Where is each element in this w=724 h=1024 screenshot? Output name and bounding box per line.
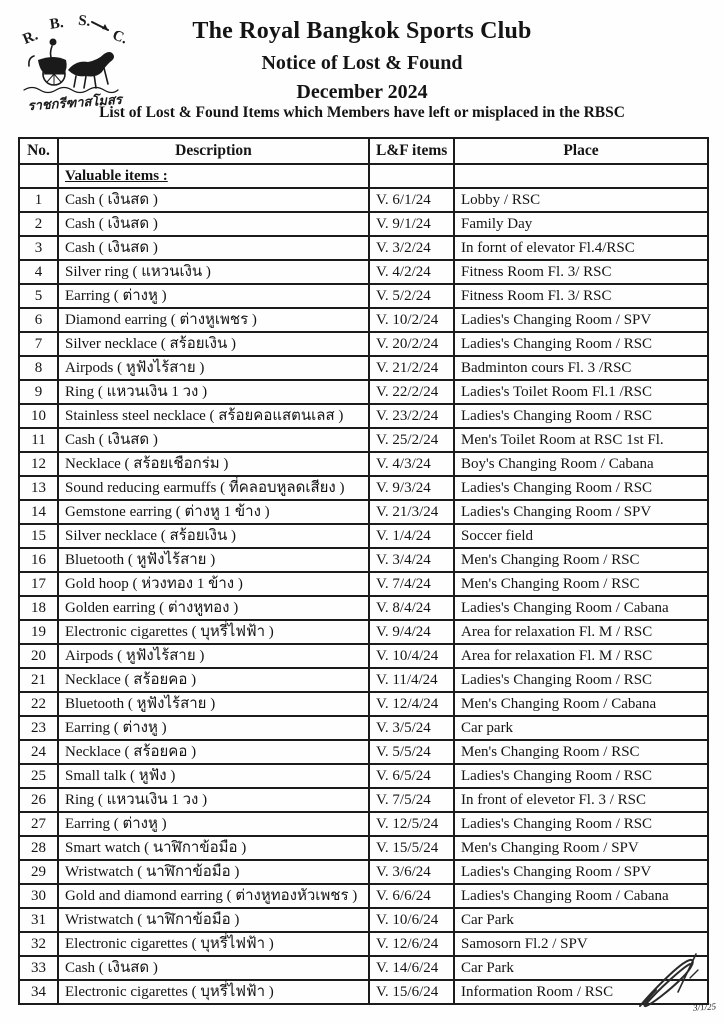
cell-description: Earring ( ต่างหู ) [58, 716, 369, 740]
svg-text:S.: S. [77, 12, 92, 30]
cell-lf-item: V. 6/6/24 [369, 884, 454, 908]
cell-place: Men's Changing Room / Cabana [454, 692, 708, 716]
cell-description: Airpods ( หูฟังไร้สาย ) [58, 644, 369, 668]
cell-no: 27 [19, 812, 58, 836]
cell-lf-item: V. 23/2/24 [369, 404, 454, 428]
cell-no: 17 [19, 572, 58, 596]
cell-lf-item: V. 10/2/24 [369, 308, 454, 332]
cell-description: Bluetooth ( หูฟังไร้สาย ) [58, 548, 369, 572]
cell-description: Valuable items : [58, 164, 369, 188]
cell-description: Wristwatch ( นาฬิกาข้อมือ ) [58, 860, 369, 884]
cell-place: Ladies's Changing Room / RSC [454, 764, 708, 788]
cell-place: Fitness Room Fl. 3/ RSC [454, 260, 708, 284]
table-row [19, 188, 708, 212]
cell-place: In front of elevetor Fl. 3 / RSC [454, 788, 708, 812]
cell-lf-item: V. 21/2/24 [369, 356, 454, 380]
cell-no [19, 164, 58, 188]
table-row [19, 956, 708, 980]
cell-lf-item: V. 3/5/24 [369, 716, 454, 740]
cell-no: 2 [19, 212, 58, 236]
cell-no: 31 [19, 908, 58, 932]
cell-place: Lobby / RSC [454, 188, 708, 212]
cell-description: Wristwatch ( นาฬิกาข้อมือ ) [58, 908, 369, 932]
cell-lf-item: V. 11/4/24 [369, 668, 454, 692]
cell-lf-item: V. 25/2/24 [369, 428, 454, 452]
cell-place: Ladies's Changing Room / SPV [454, 500, 708, 524]
cell-lf-item: V. 15/5/24 [369, 836, 454, 860]
svg-text:C.: C. [110, 27, 130, 48]
cell-place: Ladies's Changing Room / RSC [454, 476, 708, 500]
cell-lf-item: V. 20/2/24 [369, 332, 454, 356]
notice-month: December 2024 [296, 81, 428, 103]
table-row [19, 500, 708, 524]
cell-description: Necklace ( สร้อยคอ ) [58, 668, 369, 692]
cell-lf-item: V. 3/6/24 [369, 860, 454, 884]
cell-no: 16 [19, 548, 58, 572]
cell-no: 23 [19, 716, 58, 740]
table-row [19, 740, 708, 764]
cell-description: Ring ( แหวนเงิน 1 วง ) [58, 788, 369, 812]
cell-description: Electronic cigarettes ( บุหรี่ไฟฟ้า ) [58, 980, 369, 1004]
cell-place: Soccer field [454, 524, 708, 548]
cell-description: Gold hoop ( ห่วงทอง 1 ข้าง ) [58, 572, 369, 596]
cell-no: 6 [19, 308, 58, 332]
cell-lf-item: V. 22/2/24 [369, 380, 454, 404]
table-row [19, 260, 708, 284]
cell-place: Men's Changing Room / RSC [454, 548, 708, 572]
table-row [19, 788, 708, 812]
logo-thai-text: ราชกรีฑาสโมสร [27, 91, 123, 114]
cell-description: Silver necklace ( สร้อยเงิน ) [58, 332, 369, 356]
cell-place: Ladies's Changing Room / RSC [454, 404, 708, 428]
cell-lf-item: V. 12/4/24 [369, 692, 454, 716]
cell-lf-item: V. 9/1/24 [369, 212, 454, 236]
cell-description: Airpods ( หูฟังไร้สาย ) [58, 356, 369, 380]
cell-place: Men's Changing Room / RSC [454, 740, 708, 764]
cell-lf-item: V. 3/2/24 [369, 236, 454, 260]
cell-lf-item: V. 7/4/24 [369, 572, 454, 596]
cell-place: Car Park [454, 908, 708, 932]
lost-and-found-table [18, 137, 709, 1005]
cell-place: Ladies's Changing Room / SPV [454, 860, 708, 884]
table-row [19, 428, 708, 452]
table-row [19, 764, 708, 788]
table-row [19, 236, 708, 260]
signature-date: 3/1/25 [692, 1001, 717, 1013]
cell-no: 12 [19, 452, 58, 476]
cell-lf-item: V. 7/5/24 [369, 788, 454, 812]
cell-lf-item: V. 12/6/24 [369, 932, 454, 956]
cell-description: Necklace ( สร้อยคอ ) [58, 740, 369, 764]
cell-lf-item: V. 5/2/24 [369, 284, 454, 308]
column-header-lf-items: L&F items [369, 138, 454, 164]
cell-no: 13 [19, 476, 58, 500]
table-row [19, 668, 708, 692]
svg-text:B.: B. [48, 15, 65, 33]
page-title: The Royal Bangkok Sports Club [192, 18, 532, 44]
cell-no: 30 [19, 884, 58, 908]
cell-no: 4 [19, 260, 58, 284]
cell-place: Ladies's Toilet Room Fl.1 /RSC [454, 380, 708, 404]
cell-no: 26 [19, 788, 58, 812]
table-row [19, 476, 708, 500]
cell-no: 20 [19, 644, 58, 668]
table-row [19, 524, 708, 548]
cell-place: Information Room / RSC [454, 980, 708, 1004]
cell-description: Gemstone earring ( ต่างหู 1 ข้าง ) [58, 500, 369, 524]
cell-place: Car Park [454, 956, 708, 980]
cell-place: Samosorn Fl.2 / SPV [454, 932, 708, 956]
notice-tagline: List of Lost & Found Items which Members have left or misplaced in the RBSC [99, 104, 625, 121]
column-header-description: Description [58, 138, 369, 164]
table-row [19, 908, 708, 932]
document-header [0, 18, 724, 104]
table-row [19, 884, 708, 908]
cell-lf-item [369, 164, 454, 188]
cell-lf-item: V. 21/3/24 [369, 500, 454, 524]
cell-no: 8 [19, 356, 58, 380]
cell-lf-item: V. 1/4/24 [369, 524, 454, 548]
cell-place: Fitness Room Fl. 3/ RSC [454, 284, 708, 308]
cell-description: Cash ( เงินสด ) [58, 236, 369, 260]
cell-lf-item: V. 5/5/24 [369, 740, 454, 764]
cell-place: Ladies's Changing Room / RSC [454, 812, 708, 836]
cell-no: 18 [19, 596, 58, 620]
table-row [19, 572, 708, 596]
column-header-place: Place [454, 138, 708, 164]
cell-description: Cash ( เงินสด ) [58, 188, 369, 212]
cell-no: 9 [19, 380, 58, 404]
cell-description: Electronic cigarettes ( บุหรี่ไฟฟ้า ) [58, 620, 369, 644]
table-row [19, 596, 708, 620]
notice-title: Notice of Lost & Found [261, 52, 463, 74]
cell-description: Earring ( ต่างหู ) [58, 284, 369, 308]
cell-description: Cash ( เงินสด ) [58, 956, 369, 980]
table-row [19, 812, 708, 836]
cell-no: 11 [19, 428, 58, 452]
cell-lf-item: V. 9/4/24 [369, 620, 454, 644]
cell-no: 3 [19, 236, 58, 260]
cell-place: Men's Toilet Room at RSC 1st Fl. [454, 428, 708, 452]
cell-place: Ladies's Changing Room / RSC [454, 332, 708, 356]
table-row [19, 692, 708, 716]
cell-description: Cash ( เงินสด ) [58, 428, 369, 452]
cell-place: Men's Changing Room / SPV [454, 836, 708, 860]
table-row [19, 980, 708, 1004]
cell-no: 34 [19, 980, 58, 1004]
cell-place [454, 164, 708, 188]
cell-lf-item: V. 14/6/24 [369, 956, 454, 980]
table-row [19, 548, 708, 572]
cell-description: Sound reducing earmuffs ( ที่คลอบหูลดเสียง ) [58, 476, 369, 500]
table-row [19, 932, 708, 956]
cell-no: 28 [19, 836, 58, 860]
cell-description: Cash ( เงินสด ) [58, 212, 369, 236]
table-row [19, 332, 708, 356]
cell-lf-item: V. 10/6/24 [369, 908, 454, 932]
cell-description: Ring ( แหวนเงิน 1 วง ) [58, 380, 369, 404]
cell-place: Area for relaxation Fl. M / RSC [454, 644, 708, 668]
cell-no: 33 [19, 956, 58, 980]
cell-description: Necklace ( สร้อยเชือกร่ม ) [58, 452, 369, 476]
cell-description: Golden earring ( ต่างหูทอง ) [58, 596, 369, 620]
cell-lf-item: V. 4/2/24 [369, 260, 454, 284]
cell-no: 10 [19, 404, 58, 428]
cell-lf-item: V. 6/1/24 [369, 188, 454, 212]
cell-no: 24 [19, 740, 58, 764]
cell-description: Electronic cigarettes ( บุหรี่ไฟฟ้า ) [58, 932, 369, 956]
table-row [19, 308, 708, 332]
cell-no: 5 [19, 284, 58, 308]
cell-description: Smart watch ( นาฬิกาข้อมือ ) [58, 836, 369, 860]
cell-lf-item: V. 3/4/24 [369, 548, 454, 572]
cell-no: 7 [19, 332, 58, 356]
svg-text:R.: R. [20, 27, 41, 48]
table-row [19, 836, 708, 860]
cell-lf-item: V. 9/3/24 [369, 476, 454, 500]
cell-place: Area for relaxation Fl. M / RSC [454, 620, 708, 644]
table-row [19, 716, 708, 740]
cell-description: Bluetooth ( หูฟังไร้สาย ) [58, 692, 369, 716]
cell-no: 22 [19, 692, 58, 716]
cell-lf-item: V. 4/3/24 [369, 452, 454, 476]
cell-place: Ladies's Changing Room / Cabana [454, 596, 708, 620]
cell-place: Badminton cours Fl. 3 /RSC [454, 356, 708, 380]
cell-place: Men's Changing Room / RSC [454, 572, 708, 596]
cell-no: 32 [19, 932, 58, 956]
cell-no: 21 [19, 668, 58, 692]
cell-lf-item: V. 12/5/24 [369, 812, 454, 836]
table-row [19, 284, 708, 308]
cell-description: Small talk ( หูฟัง ) [58, 764, 369, 788]
table-row [19, 644, 708, 668]
cell-place: Ladies's Changing Room / SPV [454, 308, 708, 332]
table-row [19, 164, 708, 188]
table-row [19, 620, 708, 644]
table-row [19, 356, 708, 380]
cell-place: Ladies's Changing Room / RSC [454, 668, 708, 692]
cell-place: In fornt of elevator Fl.4/RSC [454, 236, 708, 260]
cell-description: Diamond earring ( ต่างหูเพชร ) [58, 308, 369, 332]
table-header-row [19, 138, 708, 164]
cell-place: Car park [454, 716, 708, 740]
cell-description: Stainless steel necklace ( สร้อยคอแสตนเลส ) [58, 404, 369, 428]
cell-no: 14 [19, 500, 58, 524]
table-row [19, 404, 708, 428]
cell-description: Silver ring ( แหวนเงิน ) [58, 260, 369, 284]
cell-place: Boy's Changing Room / Cabana [454, 452, 708, 476]
table-row [19, 860, 708, 884]
cell-place: Family Day [454, 212, 708, 236]
table-row [19, 212, 708, 236]
cell-lf-item: V. 6/5/24 [369, 764, 454, 788]
cell-no: 29 [19, 860, 58, 884]
cell-description: Gold and diamond earring ( ต่างหูทองหัวเพชร ) [58, 884, 369, 908]
cell-place: Ladies's Changing Room / Cabana [454, 884, 708, 908]
column-header-no: No. [19, 138, 58, 164]
cell-lf-item: V. 10/4/24 [369, 644, 454, 668]
cell-no: 19 [19, 620, 58, 644]
cell-no: 1 [19, 188, 58, 212]
table-row [19, 380, 708, 404]
cell-description: Silver necklace ( สร้อยเงิน ) [58, 524, 369, 548]
cell-no: 25 [19, 764, 58, 788]
cell-lf-item: V. 15/6/24 [369, 980, 454, 1004]
cell-lf-item: V. 8/4/24 [369, 596, 454, 620]
table-row [19, 452, 708, 476]
cell-no: 15 [19, 524, 58, 548]
cell-description: Earring ( ต่างหู ) [58, 812, 369, 836]
